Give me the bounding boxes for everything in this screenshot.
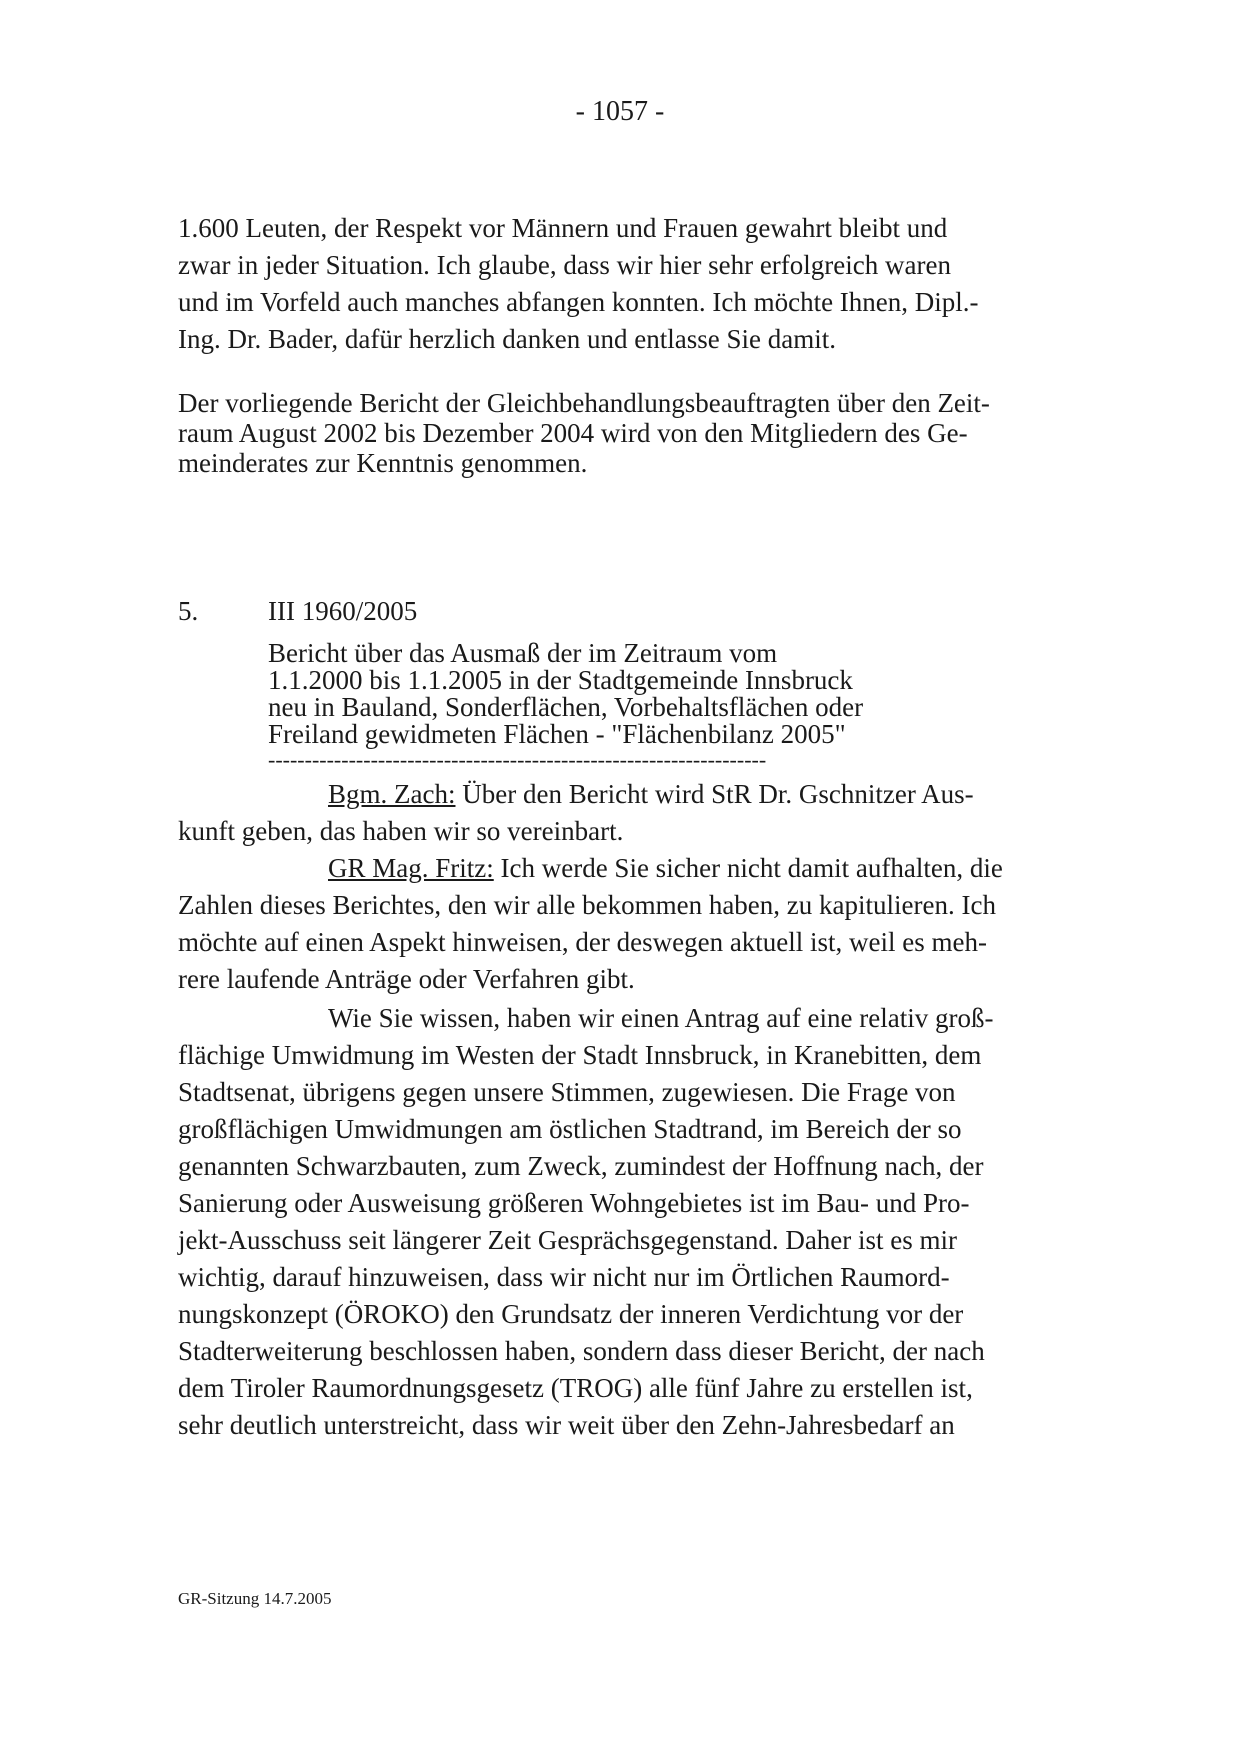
text-line: nungskonzept (ÖROKO) den Grundsatz der inneren Verdichtung vor der <box>178 1299 964 1329</box>
statement-text: Ich werde Sie sicher nicht damit aufhalten, die <box>493 853 1003 883</box>
dashed-rule: -------------------------------------------------------------------- <box>268 747 767 772</box>
agenda-item-title <box>268 640 863 748</box>
text-line: Der vorliegende Bericht der Gleichbehandlungsbeauftragten über den Zeit- <box>178 388 990 418</box>
agenda-item-code: III 1960/2005 <box>268 596 418 626</box>
title-line: neu in Bauland, Sonderflächen, Vorbehaltsflächen oder <box>268 692 864 722</box>
paragraph-continuation <box>178 210 1068 358</box>
agenda-item-number: 5. <box>178 596 199 626</box>
text-line: dem Tiroler Raumordnungsgesetz (TROG) alle fünf Jahre zu erstellen ist, <box>178 1373 973 1403</box>
text-line: großflächigen Umwidmungen am östlichen Stadtrand, im Bereich der so <box>178 1114 962 1144</box>
text-line: Sanierung oder Ausweisung größeren Wohngebietes ist im Bau- und Pro- <box>178 1188 970 1218</box>
text-line: kunft geben, das haben wir so vereinbart. <box>178 816 624 846</box>
page-number: - 1057 - <box>575 96 665 127</box>
text-line: 1.600 Leuten, der Respekt vor Männern und Frauen gewahrt bleibt und <box>178 213 948 243</box>
statement-text: Über den Bericht wird StR Dr. Gschnitzer Aus- <box>455 779 974 809</box>
text-line: Zahlen dieses Berichtes, den wir alle bekommen haben, zu kapitulieren. Ich <box>178 890 996 920</box>
decision-paragraph <box>178 388 1068 478</box>
page-footer: GR-Sitzung 14.7.2005 <box>178 1589 332 1608</box>
text-line: meinderates zur Kenntnis genommen. <box>178 448 588 478</box>
text-line: genannten Schwarzbauten, zum Zweck, zumindest der Hoffnung nach, der <box>178 1151 984 1181</box>
text-line: raum August 2002 bis Dezember 2004 wird von den Mitgliedern des Ge- <box>178 418 968 448</box>
text-line: möchte auf einen Aspekt hinweisen, der deswegen aktuell ist, weil es meh- <box>178 927 988 957</box>
title-line: Bericht über das Ausmaß der im Zeitraum vom <box>268 638 778 668</box>
title-line: 1.1.2000 bis 1.1.2005 in der Stadtgemeinde Innsbruck <box>268 665 853 695</box>
text-line: Wie Sie wissen, haben wir einen Antrag auf eine relativ groß- <box>328 1003 994 1033</box>
text-line: sehr deutlich unterstreicht, dass wir weit über den Zehn-Jahresbedarf an <box>178 1410 955 1440</box>
text-line <box>178 776 1068 813</box>
text-line: Ing. Dr. Bader, dafür herzlich danken und entlasse Sie damit. <box>178 324 836 354</box>
text-line <box>178 850 1068 887</box>
title-line: Freiland gewidmeten Flächen - "Flächenbilanz 2005" <box>268 719 846 749</box>
text-line: Stadterweiterung beschlossen haben, sondern dass dieser Bericht, der nach <box>178 1336 985 1366</box>
text-line: wichtig, darauf hinzuweisen, dass wir nicht nur im Örtlichen Raumord- <box>178 1262 950 1292</box>
statement-bgm-zach <box>178 776 1068 998</box>
text-line: zwar in jeder Situation. Ich glaube, dass wir hier sehr erfolgreich waren <box>178 250 951 280</box>
text-line: rere laufende Anträge oder Verfahren gibt. <box>178 964 635 994</box>
speaker-name: GR Mag. Fritz: <box>328 853 494 883</box>
speaker-name: Bgm. Zach: <box>328 779 456 809</box>
paragraph-main <box>178 1000 1068 1444</box>
text-line: flächige Umwidmung im Westen der Stadt Innsbruck, in Kranebitten, dem <box>178 1040 982 1070</box>
text-line: Stadtsenat, übrigens gegen unsere Stimmen, zugewiesen. Die Frage von <box>178 1077 956 1107</box>
text-line: und im Vorfeld auch manches abfangen konnten. Ich möchte Ihnen, Dipl.- <box>178 287 979 317</box>
text-line: jekt-Ausschuss seit längerer Zeit Gesprächsgegenstand. Daher ist es mir <box>178 1225 958 1255</box>
